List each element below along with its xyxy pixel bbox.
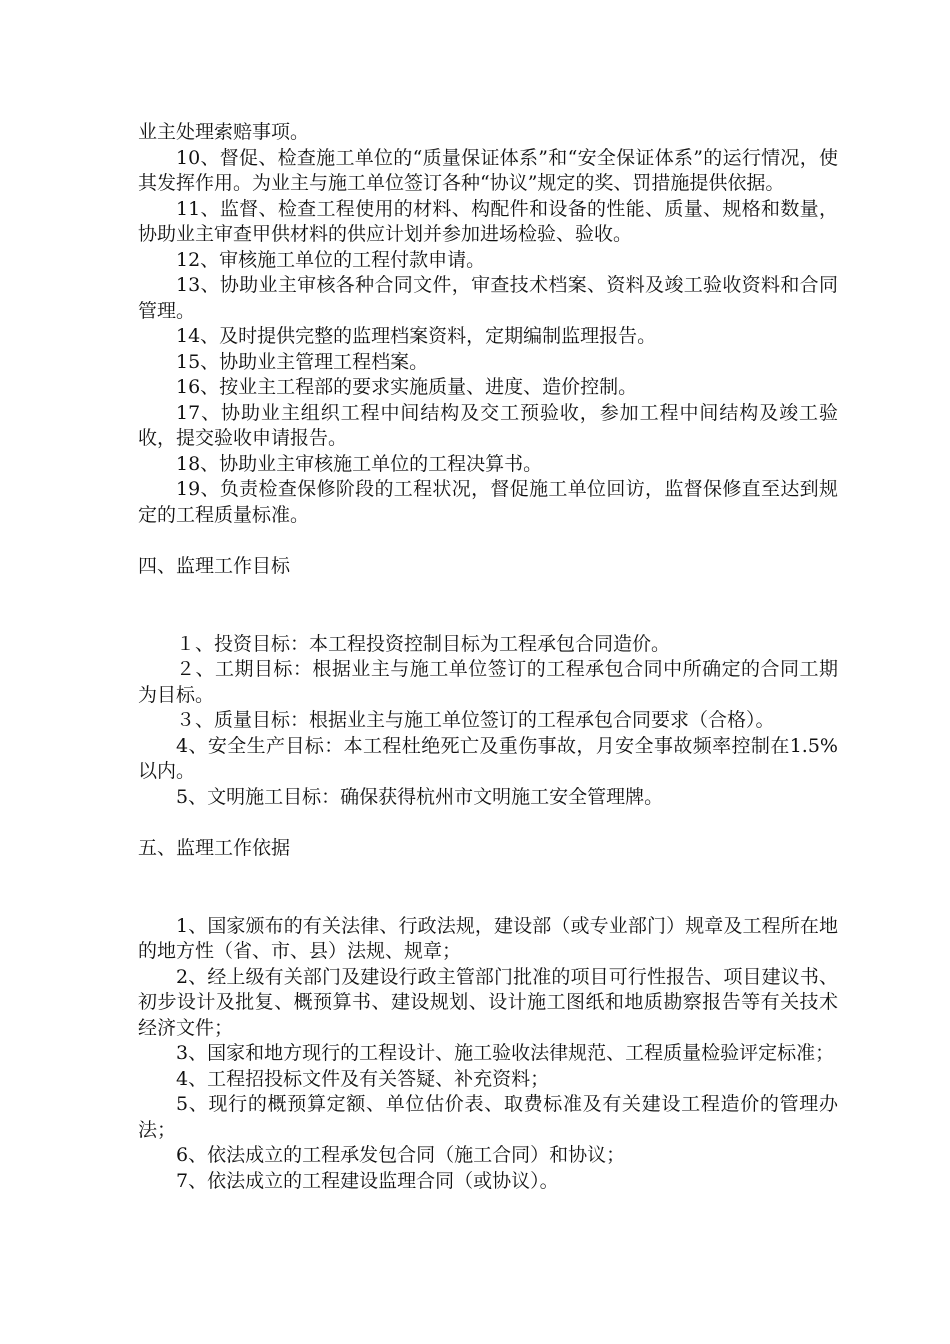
spacer [138,528,838,554]
goal-item-1: １、投资目标：本工程投资控制目标为工程承包合同造价。 [176,632,671,655]
basis-item-3: 3、国家和地方现行的工程设计、施工验收法律规范、工程质量检验评定标准； [176,1042,835,1064]
duty-item-11: 11、监督、检查工程使用的材料、构配件和设备的性能、质量、规格和数量，协助业主审查甲供材料的供应计划并参加进场检验、验收。 [138,197,838,245]
duty-item-16: 16、按业主工程部的要求实施质量、进度、造价控制。 [176,376,638,398]
basis-item-7: 7、依法成立的工程建设监理合同（或协议）。 [176,1169,559,1192]
duty-item-12: 12、审核施工单位的工程付款申请。 [176,248,486,271]
spacer [138,580,838,632]
duty-item-15: 15、协助业主管理工程档案。 [176,350,429,373]
duty-item-18: 18、协助业主审核施工单位的工程决算书。 [176,452,543,475]
paragraph-continuation: 业主处理索赔事项。 [138,121,310,143]
spacer [138,810,838,836]
goal-item-4: 4、安全生产目标：本工程杜绝死亡及重伤事故，月安全事故频率控制在1.5%以内。 [138,734,838,782]
document-page [138,120,838,1194]
basis-item-2: 2、经上级有关部门及建设行政主管部门批准的项目可行性报告、项目建议书、初步设计及批复、概预算书、建设规划、设计施工图纸和地质勘察报告等有关技术经济文件； [138,965,838,1039]
duty-item-14: 14、及时提供完整的监理档案资料，定期编制监理报告。 [176,325,657,347]
duty-item-10: 10、督促、检查施工单位的“质量保证体系”和“安全保证体系”的运行情况，使其发挥作用。为业主与施工单位签订各种“协议”规定的奖、罚措施提供依据。 [138,146,838,194]
duty-item-13: 13、协助业主审核各种合同文件，审查技术档案、资料及竣工验收资料和合同管理。 [138,274,838,322]
duty-item-17: 17、协助业主组织工程中间结构及交工预验收，参加工程中间结构及竣工验收，提交验收申请报告。 [138,401,838,449]
goal-item-2: ２、工期目标：根据业主与施工单位签订的工程承包合同中所确定的合同工期为目标。 [138,658,838,706]
basis-item-6: 6、依法成立的工程承发包合同（施工合同）和协议； [176,1144,626,1166]
goal-item-5: 5、文明施工目标：确保获得杭州市文明施工安全管理牌。 [176,785,664,808]
basis-item-5: 5、现行的概预算定额、单位估价表、取费标准及有关建设工程造价的管理办法； [138,1093,838,1141]
basis-item-1: 1、国家颁布的有关法律、行政法规，建设部（或专业部门）规章及工程所在地的地方性（省、市、县）法规、规章； [138,914,838,962]
section-heading-goals: 四、监理工作目标 [138,555,291,577]
basis-item-4: 4、工程招投标文件及有关答疑、补充资料； [176,1067,550,1090]
duty-item-19: 19、负责检查保修阶段的工程状况，督促施工单位回访，监督保修直至达到规定的工程质量标准。 [138,478,838,526]
spacer [138,862,838,914]
goal-item-3: ３、质量目标：根据业主与施工单位签订的工程承包合同要求（合格）。 [176,709,775,731]
section-heading-basis: 五、监理工作依据 [138,837,291,859]
